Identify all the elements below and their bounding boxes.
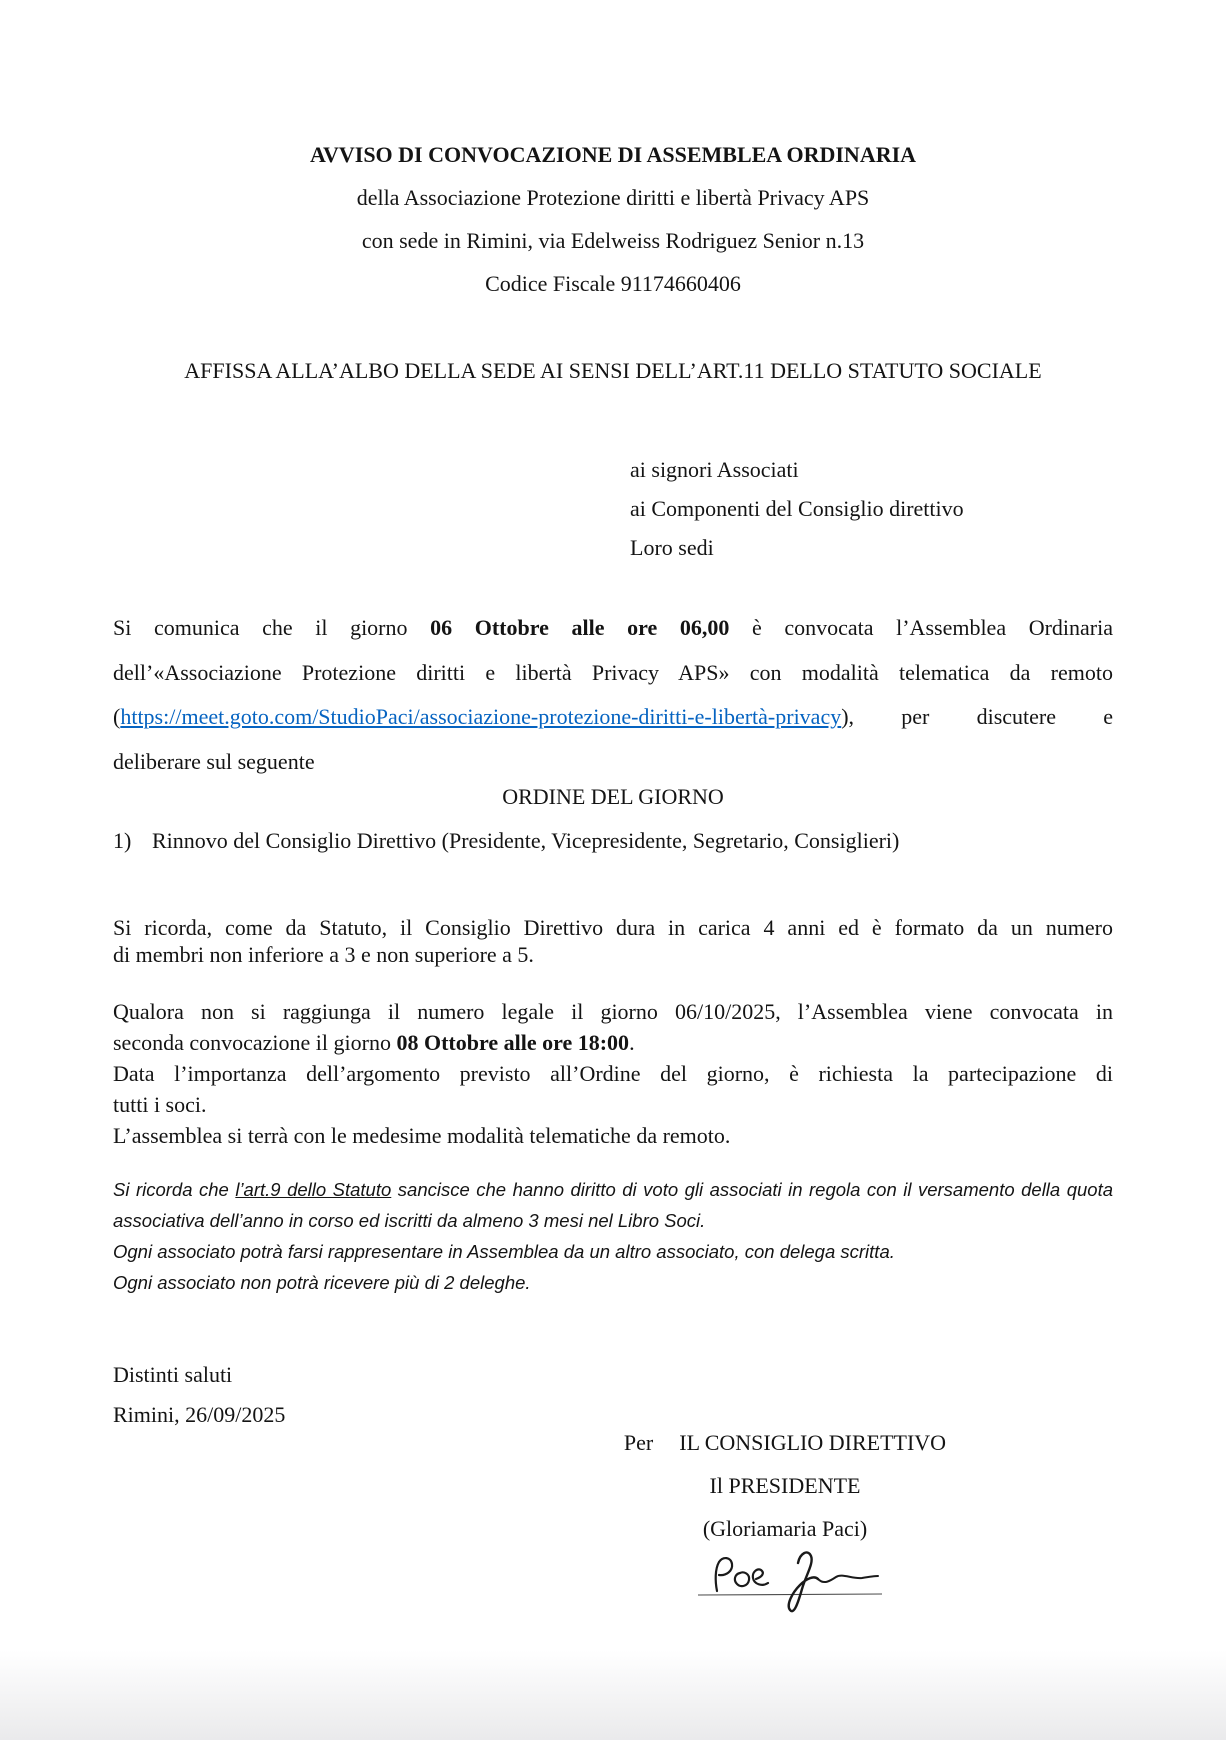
fine-print-text: Si ricorda che [113, 1179, 236, 1200]
recipients-block [630, 450, 1150, 567]
second-call-text: . [629, 1030, 635, 1055]
place-and-date: Rimini, 26/09/2025 [113, 1402, 286, 1427]
first-call-datetime: 06 Ottobre alle ore 06,00 [430, 615, 730, 640]
paragraph-line: associativa dell’anno in corso ed iscritti da almeno 3 mesi nel Libro Soci. [113, 1210, 706, 1231]
association-name: della Associazione Protezione diritti e libertà Privacy APS [356, 185, 870, 210]
paragraph-line: Ogni associato non potrà ricevere più di 2 deleghe. [113, 1272, 531, 1293]
salutation: Distinti saluti [113, 1362, 233, 1387]
intro-text: ), per discutere e [841, 704, 1113, 729]
second-call-text: seconda convocazione il giorno [113, 1030, 397, 1055]
document-title: AVVISO DI CONVOCAZIONE DI ASSEMBLEA ORDINARIA [309, 142, 917, 167]
agenda-item-marker: 1) [113, 828, 132, 853]
fiscal-code: Codice Fiscale 91174660406 [485, 271, 741, 296]
recipient-line: Loro sedi [630, 535, 714, 560]
paragraph-line: di membri non inferiore a 3 e non superiore a 5. [113, 942, 534, 967]
second-call-block [113, 996, 1113, 1151]
handwritten-signature-image [690, 1545, 890, 1623]
recipient-line: ai Componenti del Consiglio direttivo [630, 496, 964, 521]
paragraph-line [113, 695, 1113, 740]
president-name: (Gloriamaria Paci) [702, 1516, 868, 1541]
per-label: Per [623, 1430, 654, 1455]
intro-text: è convocata l’Assemblea Ordinaria [729, 615, 1113, 640]
intro-text: Si comunica che il giorno [113, 615, 431, 640]
paragraph-line: dell’«Associazione Protezione diritti e libertà Privacy APS» con modalità telematica da remoto [113, 659, 1113, 685]
paragraph-line [113, 1027, 1113, 1058]
paragraph-line: Si ricorda, come da Statuto, il Consiglio Direttivo dura in carica 4 anni ed è formato da un numero [113, 915, 1113, 940]
mandate-note [113, 914, 1113, 968]
paragraph-line: Ogni associato potrà farsi rappresentare in Assemblea da un altro associato, con delega scritta. [113, 1241, 895, 1262]
meeting-link[interactable]: https://meet.goto.com/StudioPaci/associazione-protezione-diritti-e-libertà-privacy [120, 704, 842, 729]
agenda-heading: ORDINE DEL GIORNO [502, 784, 724, 809]
document-header [113, 133, 1113, 305]
signature-block [565, 1421, 1005, 1550]
agenda-item-text: Rinnovo del Consiglio Direttivo (Presidente, Vicepresidente, Segretario, Consiglieri) [152, 828, 900, 853]
paragraph-line [113, 606, 1113, 651]
president-label: Il PRESIDENTE [709, 1473, 861, 1498]
second-call-datetime: 08 Ottobre alle ore 18:00 [396, 1030, 630, 1055]
statute-article-reference: l’art.9 dello Statuto [235, 1179, 392, 1200]
recipient-line: ai signori Associati [630, 457, 799, 482]
agenda-item [113, 825, 1113, 856]
voting-rules-note [113, 1174, 1113, 1298]
intro-text: ( [113, 704, 121, 729]
paragraph-line: L’assemblea si terrà con le medesime modalità telematiche da remoto. [113, 1123, 731, 1148]
paragraph-line: Qualora non si raggiunga il numero legale il giorno 06/10/2025, l’Assemblea viene convocata in [113, 999, 1113, 1024]
fine-print-text: sancisce che hanno diritto di voto gli associati in regola con il versamento della quota [391, 1179, 1113, 1200]
paragraph-line: Data l’importanza dell’argomento previsto all’Ordine del giorno, è richiesta la partecipazione di [113, 1061, 1113, 1086]
paragraph-line: deliberare sul seguente [113, 748, 315, 774]
page-bottom-shading [0, 1650, 1226, 1740]
association-address: con sede in Rimini, via Edelweiss Rodriguez Senior n.13 [361, 228, 865, 253]
paragraph-line [113, 1174, 1113, 1205]
posting-notice: AFFISSA ALLA’ALBO DELLA SEDE AI SENSI DELL’ART.11 DELLO STATUTO SOCIALE [184, 358, 1042, 383]
signature-line-council [565, 1421, 1005, 1464]
convocation-paragraph [113, 606, 1113, 784]
paragraph-line: tutti i soci. [113, 1092, 207, 1117]
council-label: IL CONSIGLIO DIRETTIVO [679, 1430, 947, 1455]
